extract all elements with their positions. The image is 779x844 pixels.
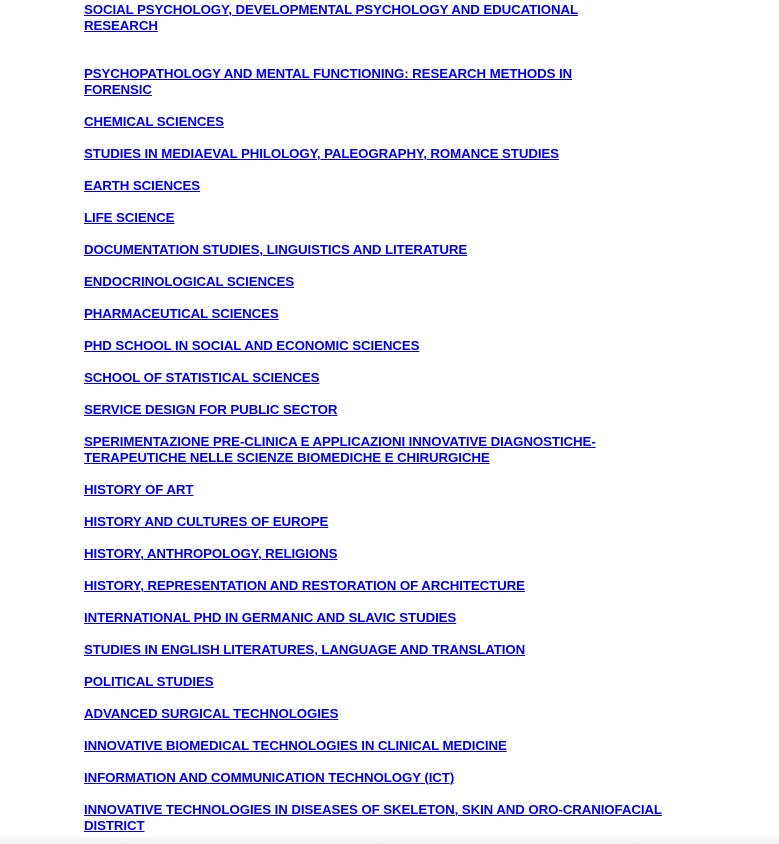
program-link-surgical-technologies[interactable]: ADVANCED SURGICAL TECHNOLOGIES (84, 706, 339, 721)
program-link-history-anthropology[interactable]: HISTORY, ANTHROPOLOGY, RELIGIONS (84, 546, 338, 561)
program-link-service-design[interactable]: SERVICE DESIGN FOR PUBLIC SECTOR (84, 402, 338, 417)
program-link-chemical-sciences[interactable]: CHEMICAL SCIENCES (84, 114, 224, 129)
program-link-documentation-studies[interactable]: DOCUMENTATION STUDIES, LINGUISTICS AND LITERATURE (84, 242, 468, 257)
program-link-social-psychology[interactable]: SOCIAL PSYCHOLOGY, DEVELOPMENTAL PSYCHOLOGY AND EDUCATIONAL RESEARCH (84, 2, 579, 33)
program-link-history-cultures-europe[interactable]: HISTORY AND CULTURES OF EUROPE (84, 514, 329, 529)
program-link-endocrinological-sciences[interactable]: ENDOCRINOLOGICAL SCIENCES (84, 274, 295, 289)
program-link-sperimentazione[interactable]: SPERIMENTAZIONE PRE-CLINICA E APPLICAZIONI INNOVATIVE DIAGNOSTICHE-TERAPEUTICHE NELLE SCIENZE BIOMEDICHE E CHIRURGICHE (84, 434, 596, 465)
program-link-psychopathology[interactable]: PSYCHOPATHOLOGY AND MENTAL FUNCTIONING: RESEARCH METHODS IN FORENSIC (84, 66, 573, 97)
program-link-earth-sciences[interactable]: EARTH SCIENCES (84, 178, 201, 193)
program-link-history-of-art[interactable]: HISTORY OF ART (84, 482, 194, 497)
program-link-history-architecture[interactable]: HISTORY, REPRESENTATION AND RESTORATION OF ARCHITECTURE (84, 578, 525, 593)
program-link-political-studies[interactable]: POLITICAL STUDIES (84, 674, 214, 689)
program-link-english-literatures[interactable]: STUDIES IN ENGLISH LITERATURES, LANGUAGE AND TRANSLATION (84, 642, 526, 657)
program-link-skeleton-skin[interactable]: INNOVATIVE TECHNOLOGIES IN DISEASES OF SKELETON, SKIN AND ORO-CRANIOFACIAL DISTRICT (84, 802, 662, 833)
phd-program-list (84, 2, 744, 844)
program-link-pharmaceutical-sciences[interactable]: PHARMACEUTICAL SCIENCES (84, 306, 279, 321)
program-link-mediaeval-philology[interactable]: STUDIES IN MEDIAEVAL PHILOLOGY, PALEOGRAPHY, ROMANCE STUDIES (84, 146, 559, 161)
program-link-ict[interactable]: INFORMATION AND COMMUNICATION TECHNOLOGY (ICT) (84, 770, 455, 785)
program-link-statistical-sciences[interactable]: SCHOOL OF STATISTICAL SCIENCES (84, 370, 320, 385)
program-link-germanic-slavic[interactable]: INTERNATIONAL PHD IN GERMANIC AND SLAVIC STUDIES (84, 610, 457, 625)
program-link-biomedical-technologies[interactable]: INNOVATIVE BIOMEDICAL TECHNOLOGIES IN CLINICAL MEDICINE (84, 738, 507, 753)
program-link-social-economic-sciences[interactable]: PHD SCHOOL IN SOCIAL AND ECONOMIC SCIENCES (84, 338, 420, 353)
program-link-life-science[interactable]: LIFE SCIENCE (84, 210, 175, 225)
bottom-shadow (0, 834, 779, 844)
